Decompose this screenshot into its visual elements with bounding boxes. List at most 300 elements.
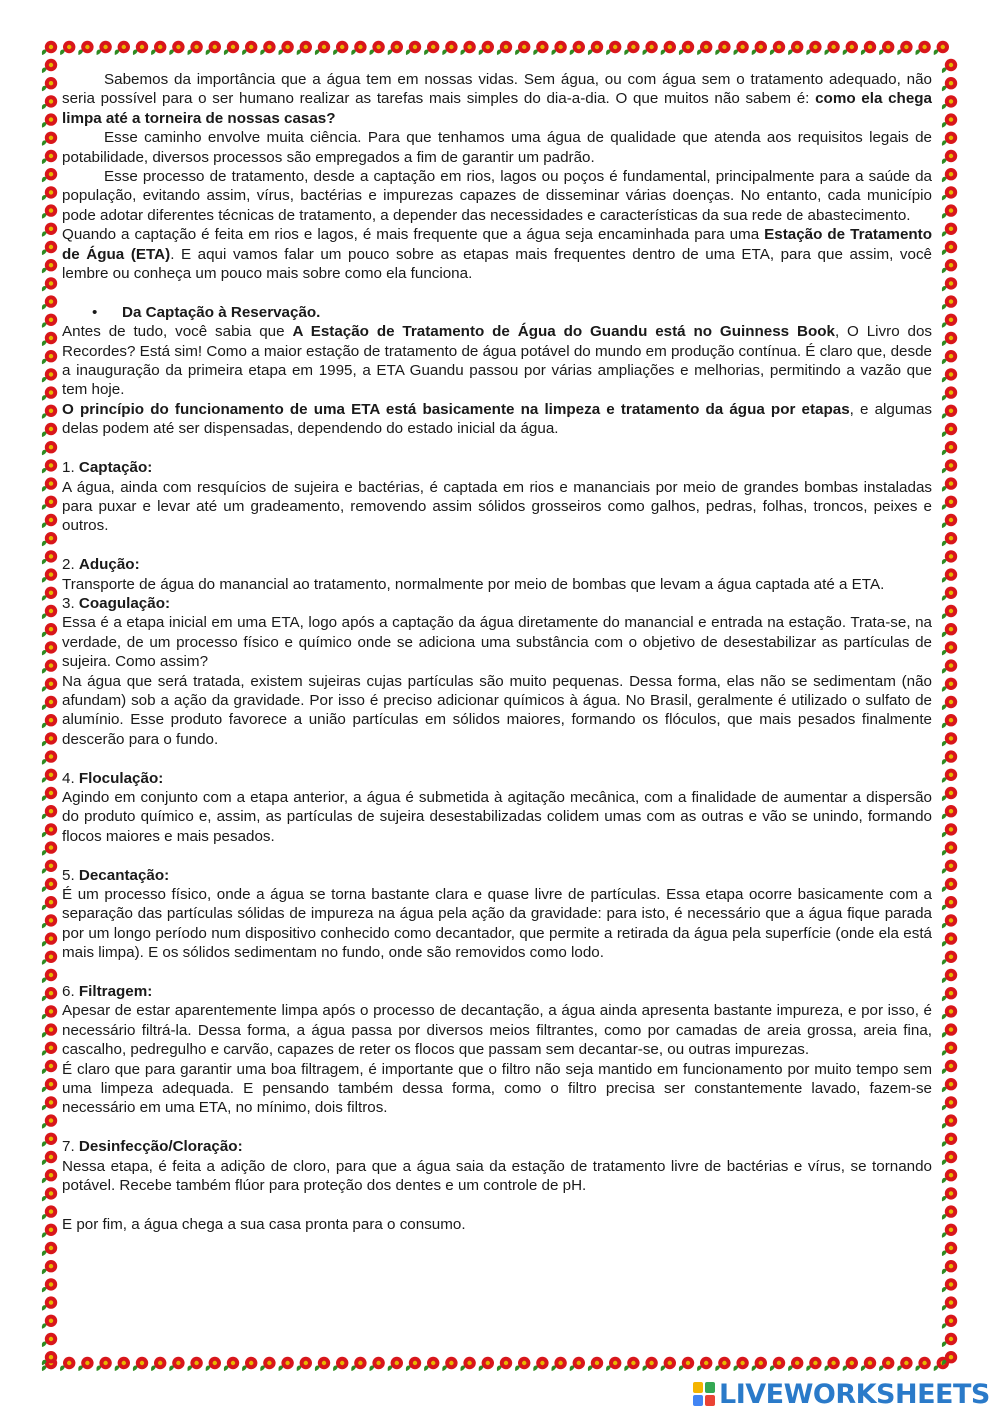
flower-ornament-icon bbox=[42, 1205, 57, 1219]
step-7 bbox=[62, 1137, 932, 1195]
flower-ornament-icon bbox=[42, 204, 57, 218]
flower-ornament-icon bbox=[942, 459, 957, 473]
flower-ornament-icon bbox=[942, 204, 957, 218]
flower-ornament-icon bbox=[942, 1315, 957, 1329]
flower-ornament-icon bbox=[570, 41, 585, 55]
flower-ornament-icon bbox=[42, 550, 57, 564]
flower-ornament-icon bbox=[42, 860, 57, 874]
flower-ornament-icon bbox=[942, 423, 957, 437]
flower-ornament-icon bbox=[679, 41, 694, 55]
flower-ornament-icon bbox=[588, 1357, 603, 1371]
flower-ornament-icon bbox=[42, 1060, 57, 1074]
flower-ornament-icon bbox=[187, 1357, 202, 1371]
flower-ornament-icon bbox=[942, 277, 957, 291]
flower-ornament-icon bbox=[942, 295, 957, 309]
flower-ornament-icon bbox=[42, 259, 57, 273]
flower-ornament-icon bbox=[42, 1296, 57, 1310]
step-number: 4. bbox=[62, 769, 79, 787]
flower-ornament-icon bbox=[942, 951, 957, 965]
flower-ornament-icon bbox=[942, 405, 957, 419]
flower-ornament-icon bbox=[551, 1357, 566, 1371]
flower-ornament-icon bbox=[42, 59, 57, 73]
flower-ornament-icon bbox=[942, 805, 957, 819]
flower-ornament-icon bbox=[942, 259, 957, 273]
flower-ornament-icon bbox=[570, 1357, 585, 1371]
step-number: 3. bbox=[62, 594, 79, 612]
intro-paragraph-4 bbox=[62, 225, 932, 283]
flower-ornament-icon bbox=[351, 1357, 366, 1371]
guandu-fact: A Estação de Tratamento de Água do Guandu está no Guinness Book bbox=[292, 323, 835, 341]
flower-ornament-icon bbox=[369, 41, 384, 55]
flower-ornament-icon bbox=[942, 914, 957, 928]
flower-ornament-icon bbox=[42, 1023, 57, 1037]
flower-ornament-icon bbox=[515, 1357, 530, 1371]
flower-ornament-icon bbox=[606, 1357, 621, 1371]
flower-ornament-icon bbox=[42, 896, 57, 910]
flower-ornament-icon bbox=[942, 678, 957, 692]
flower-ornament-icon bbox=[942, 769, 957, 783]
flower-ornament-icon bbox=[78, 41, 93, 55]
intro-p4-text-end: . E aqui vamos falar um pouco sobre as etapas mais frequentes dentro de uma ETA, para que assim, você lembre ou conheça um pouco mais sobre como ela funciona. bbox=[62, 245, 932, 283]
flower-ornament-icon bbox=[115, 1357, 130, 1371]
intro-question: como ela chega limpa até a torneira de nossas casas? bbox=[62, 90, 932, 127]
flower-ornament-icon bbox=[942, 969, 957, 983]
intro-paragraph-1 bbox=[62, 70, 932, 128]
flower-ornament-icon bbox=[42, 641, 57, 655]
flower-ornament-icon bbox=[624, 1357, 639, 1371]
flower-ornament-icon bbox=[661, 41, 676, 55]
flower-ornament-icon bbox=[942, 714, 957, 728]
flower-ornament-icon bbox=[369, 1357, 384, 1371]
flower-ornament-icon bbox=[942, 59, 957, 73]
flower-ornament-icon bbox=[460, 1357, 475, 1371]
flower-ornament-icon bbox=[942, 878, 957, 892]
intro-paragraph-3: Esse processo de tratamento, desde a captação em rios, lagos ou poços é fundamental, principalmente para a saúde da população, evitando assim, vírus, bactérias e impurezas capazes de disseminar várias doenças. No entanto, cada município pode adotar diferentes técnicas de tratamento, a depender das necessidades e características da sua rede de abastecimento. bbox=[62, 168, 932, 224]
flower-ornament-icon bbox=[942, 223, 957, 237]
flower-ornament-icon bbox=[942, 441, 957, 455]
step-paragraph: Apesar de estar aparentemente limpa após o processo de decantação, a água ainda apresenta bastante impureza, e por isso, é necessário filtrá-la. Dessa forma, a água passa por diversos meios filtrantes, como por camadas de areia grossa, areia fina, cascalho, pedregulho e carvão, capazes de reter os flocos que passam sem decantar-se, ou outras impurezas. bbox=[62, 1002, 932, 1059]
flower-ornament-icon bbox=[942, 1169, 957, 1183]
flower-ornament-icon bbox=[42, 568, 57, 582]
flower-ornament-icon bbox=[942, 514, 957, 528]
flower-ornament-icon bbox=[42, 496, 57, 510]
flower-ornament-icon bbox=[42, 186, 57, 200]
step-number: 2. bbox=[62, 556, 79, 574]
flower-ornament-icon bbox=[42, 368, 57, 382]
flower-ornament-icon bbox=[942, 168, 957, 182]
step-heading bbox=[62, 866, 932, 885]
flower-ornament-icon bbox=[315, 1357, 330, 1371]
flower-ornament-icon bbox=[388, 1357, 403, 1371]
flower-ornament-icon bbox=[624, 41, 639, 55]
flower-ornament-icon bbox=[843, 1357, 858, 1371]
flower-ornament-icon bbox=[915, 41, 930, 55]
step-title: Coagulação: bbox=[78, 594, 171, 612]
flower-ornament-icon bbox=[942, 95, 957, 109]
flower-ornament-icon bbox=[42, 714, 57, 728]
flower-ornament-icon bbox=[942, 1114, 957, 1128]
flower-ornament-icon bbox=[788, 41, 803, 55]
flower-ornament-icon bbox=[642, 41, 657, 55]
flower-ornament-icon bbox=[115, 41, 130, 55]
flower-ornament-icon bbox=[42, 823, 57, 837]
flower-ornament-icon bbox=[942, 1187, 957, 1201]
flower-ornament-icon bbox=[661, 1357, 676, 1371]
flower-ornament-icon bbox=[42, 769, 57, 783]
flower-ornament-icon bbox=[169, 41, 184, 55]
flower-ornament-icon bbox=[42, 386, 57, 400]
flower-ornament-icon bbox=[642, 1357, 657, 1371]
flower-ornament-icon bbox=[497, 41, 512, 55]
flower-ornament-icon bbox=[42, 223, 57, 237]
flower-ornament-icon bbox=[42, 332, 57, 346]
flower-ornament-icon bbox=[942, 1333, 957, 1347]
flower-ornament-icon bbox=[260, 1357, 275, 1371]
flower-ornament-icon bbox=[42, 459, 57, 473]
flower-ornament-icon bbox=[42, 951, 57, 965]
section-heading bbox=[62, 303, 932, 322]
step-title: Decantação: bbox=[78, 866, 170, 884]
flower-ornament-icon bbox=[942, 1205, 957, 1219]
flower-ornament-icon bbox=[479, 1357, 494, 1371]
flower-ornament-icon bbox=[942, 932, 957, 946]
intro-paragraph-2: Esse caminho envolve muita ciência. Para que tenhamos uma água de qualidade que atenda aos requisitos legais de potabilidade, diversos processos são empregados a fim de garantir um padrão. bbox=[62, 129, 932, 166]
flower-ornament-icon bbox=[942, 787, 957, 801]
flower-ornament-icon bbox=[42, 623, 57, 637]
flower-ornament-icon bbox=[42, 95, 57, 109]
flower-ornament-icon bbox=[588, 41, 603, 55]
flower-ornament-icon bbox=[42, 1242, 57, 1256]
flower-ornament-icon bbox=[942, 332, 957, 346]
decorative-border-top bbox=[40, 38, 960, 58]
flower-ornament-icon bbox=[942, 1133, 957, 1147]
flower-ornament-icon bbox=[42, 1224, 57, 1238]
flower-ornament-icon bbox=[733, 1357, 748, 1371]
step-title: Filtragem: bbox=[78, 983, 153, 1000]
flower-ornament-icon bbox=[206, 41, 221, 55]
flower-ornament-icon bbox=[942, 1351, 957, 1365]
flower-ornament-icon bbox=[60, 1357, 75, 1371]
flower-ornament-icon bbox=[942, 860, 957, 874]
flower-ornament-icon bbox=[96, 41, 111, 55]
flower-ornament-icon bbox=[42, 441, 57, 455]
flower-ornament-icon bbox=[42, 1005, 57, 1019]
flower-ornament-icon bbox=[806, 1357, 821, 1371]
closing-paragraph: E por fim, a água chega a sua casa pronta para o consumo. bbox=[62, 1215, 466, 1233]
flower-ornament-icon bbox=[42, 1169, 57, 1183]
flower-ornament-icon bbox=[497, 1357, 512, 1371]
flower-ornament-icon bbox=[879, 41, 894, 55]
eta-term: Estação de Tratamento de Água (ETA) bbox=[62, 226, 932, 263]
flower-ornament-icon bbox=[42, 314, 57, 328]
flower-ornament-icon bbox=[42, 1133, 57, 1147]
flower-ornament-icon bbox=[78, 1357, 93, 1371]
flower-ornament-icon bbox=[406, 1357, 421, 1371]
step-2 bbox=[62, 555, 932, 594]
flower-ornament-icon bbox=[42, 113, 57, 127]
step-heading bbox=[62, 982, 932, 1001]
flower-ornament-icon bbox=[824, 1357, 839, 1371]
flower-ornament-icon bbox=[187, 41, 202, 55]
flower-ornament-icon bbox=[224, 1357, 239, 1371]
step-number: 7. bbox=[62, 1138, 79, 1156]
flower-ornament-icon bbox=[942, 314, 957, 328]
liveworksheets-logo-icon bbox=[693, 1382, 715, 1406]
flower-ornament-icon bbox=[42, 587, 57, 601]
flower-ornament-icon bbox=[351, 41, 366, 55]
flower-ornament-icon bbox=[942, 659, 957, 673]
flower-ornament-icon bbox=[942, 241, 957, 255]
flower-ornament-icon bbox=[333, 1357, 348, 1371]
decorative-border-bottom bbox=[40, 1354, 960, 1374]
flower-ornament-icon bbox=[42, 678, 57, 692]
flower-ornament-icon bbox=[206, 1357, 221, 1371]
flower-ornament-icon bbox=[752, 1357, 767, 1371]
flower-ornament-icon bbox=[942, 1260, 957, 1274]
flower-ornament-icon bbox=[942, 696, 957, 710]
step-4 bbox=[62, 769, 932, 847]
flower-ornament-icon bbox=[42, 241, 57, 255]
brand-text: LIVEWORKSHEETS bbox=[719, 1378, 990, 1410]
flower-ornament-icon bbox=[806, 41, 821, 55]
flower-ornament-icon bbox=[297, 41, 312, 55]
flower-ornament-icon bbox=[715, 1357, 730, 1371]
flower-ornament-icon bbox=[42, 1351, 57, 1365]
flower-ornament-icon bbox=[388, 41, 403, 55]
flower-ornament-icon bbox=[42, 878, 57, 892]
flower-ornament-icon bbox=[42, 1187, 57, 1201]
flower-ornament-icon bbox=[242, 1357, 257, 1371]
step-heading bbox=[62, 555, 932, 574]
step-heading bbox=[62, 594, 932, 613]
flower-ornament-icon bbox=[42, 77, 57, 91]
flower-ornament-icon bbox=[42, 1260, 57, 1274]
flower-ornament-icon bbox=[442, 41, 457, 55]
step-5 bbox=[62, 866, 932, 963]
flower-ornament-icon bbox=[861, 1357, 876, 1371]
flower-ornament-icon bbox=[697, 1357, 712, 1371]
flower-ornament-icon bbox=[942, 150, 957, 164]
flower-ornament-icon bbox=[942, 132, 957, 146]
step-paragraph: Transporte de água do manancial ao tratamento, normalmente por meio de bombas que levam a água captada até a ETA. bbox=[62, 575, 885, 593]
flower-ornament-icon bbox=[897, 1357, 912, 1371]
flower-ornament-icon bbox=[942, 1242, 957, 1256]
flower-ornament-icon bbox=[942, 1078, 957, 1092]
section-paragraph-2 bbox=[62, 400, 932, 439]
flower-ornament-icon bbox=[861, 41, 876, 55]
step-title: Captação: bbox=[78, 459, 153, 477]
flower-ornament-icon bbox=[942, 1296, 957, 1310]
flower-ornament-icon bbox=[915, 1357, 930, 1371]
flower-ornament-icon bbox=[42, 1096, 57, 1110]
flower-ornament-icon bbox=[733, 41, 748, 55]
decorative-border-right bbox=[940, 38, 960, 1374]
intro-text: Sabemos da importância que a água tem em nossas vidas. Sem água, ou com água sem o tratamento adequado, não seria possível para o ser humano realizar as tarefas mais simples do dia-a-dia. O que muitos não sabem é: bbox=[62, 71, 932, 108]
flower-ornament-icon bbox=[42, 605, 57, 619]
flower-ornament-icon bbox=[942, 477, 957, 491]
flower-ornament-icon bbox=[942, 750, 957, 764]
flower-ornament-icon bbox=[942, 623, 957, 637]
flower-ornament-icon bbox=[42, 477, 57, 491]
step-title: Adução: bbox=[78, 556, 140, 574]
flower-ornament-icon bbox=[942, 1278, 957, 1292]
step-heading bbox=[62, 1137, 932, 1156]
flower-ornament-icon bbox=[133, 41, 148, 55]
flower-ornament-icon bbox=[942, 113, 957, 127]
flower-ornament-icon bbox=[42, 805, 57, 819]
step-paragraph: Essa é a etapa inicial em uma ETA, logo após a captação da água diretamente do manancial e entrada na estação. Trata-se, na verdade, de um processo físico e químico onde se adiciona uma substância com o objetivo de desestabilizar as partículas de sujeira. Como assim? bbox=[62, 614, 932, 671]
flower-ornament-icon bbox=[42, 1078, 57, 1092]
flower-ornament-icon bbox=[42, 277, 57, 291]
step-paragraph: É claro que para garantir uma boa filtragem, é importante que o filtro não seja mantido em funcionamento por muito tempo sem uma limpeza adequada. E pensando também dessa forma, como o filtro precisa ser constantemente lavado, fazem-se necessário em uma ETA, no mínimo, dois filtros. bbox=[62, 1060, 932, 1117]
flower-ornament-icon bbox=[60, 41, 75, 55]
flower-ornament-icon bbox=[260, 41, 275, 55]
flower-ornament-icon bbox=[297, 1357, 312, 1371]
step-6 bbox=[62, 982, 932, 1118]
flower-ornament-icon bbox=[42, 150, 57, 164]
flower-ornament-icon bbox=[42, 969, 57, 983]
flower-ornament-icon bbox=[42, 350, 57, 364]
step-title: Desinfecção/Cloração: bbox=[78, 1138, 243, 1156]
flower-ornament-icon bbox=[42, 659, 57, 673]
step-heading bbox=[62, 769, 932, 788]
section-paragraph-1 bbox=[62, 322, 932, 400]
flower-ornament-icon bbox=[424, 1357, 439, 1371]
flower-ornament-icon bbox=[942, 368, 957, 382]
flower-ornament-icon bbox=[942, 496, 957, 510]
step-paragraph: Nessa etapa, é feita a adição de cloro, para que a água saia da estação de tratamento livre de bactérias e vírus, se tornando potável. Recebe também flúor para proteção dos dentes e um controle de pH. bbox=[62, 1157, 932, 1195]
flower-ornament-icon bbox=[42, 295, 57, 309]
flower-ornament-icon bbox=[942, 641, 957, 655]
flower-ornament-icon bbox=[42, 787, 57, 801]
flower-ornament-icon bbox=[942, 841, 957, 855]
flower-ornament-icon bbox=[942, 1005, 957, 1019]
flower-ornament-icon bbox=[42, 1151, 57, 1165]
step-paragraph: É um processo físico, onde a água se torna bastante clara e quase livre de partículas. Essa etapa ocorre basicamente com a separação das partículas sólidas de impureza na água pela ação da gravidade: para isto, é necessário que a água fique parada por um longo período num dispositivo conhecido como decantador, que permite a retirada da água pela superfície (onde ela está mais limpa). E os sólidos sedimentam no fundo, onde são removidos como lodo. bbox=[62, 885, 932, 962]
section-p1-text: Antes de tudo, você sabia que bbox=[62, 323, 293, 341]
flower-ornament-icon bbox=[606, 41, 621, 55]
step-number: 1. bbox=[62, 459, 79, 477]
flower-ornament-icon bbox=[42, 696, 57, 710]
flower-ornament-icon bbox=[315, 41, 330, 55]
flower-ornament-icon bbox=[42, 532, 57, 546]
flower-ornament-icon bbox=[515, 41, 530, 55]
flower-ornament-icon bbox=[133, 1357, 148, 1371]
flower-ornament-icon bbox=[42, 423, 57, 437]
flower-ornament-icon bbox=[942, 186, 957, 200]
decorative-border-left bbox=[40, 38, 60, 1374]
step-number: 6. bbox=[62, 983, 79, 1000]
flower-ornament-icon bbox=[42, 1042, 57, 1056]
eta-principle: O princípio do funcionamento de uma ETA está basicamente na limpeza e tratamento da água por etapas bbox=[62, 400, 850, 418]
flower-ornament-icon bbox=[406, 41, 421, 55]
flower-ornament-icon bbox=[942, 350, 957, 364]
flower-ornament-icon bbox=[424, 41, 439, 55]
flower-ornament-icon bbox=[42, 932, 57, 946]
flower-ornament-icon bbox=[242, 41, 257, 55]
flower-ornament-icon bbox=[942, 568, 957, 582]
step-paragraph: Agindo em conjunto com a etapa anterior, a água é submetida à agitação mecânica, com a finalidade de aumentar a dispersão do produto químico e, assim, as partículas de sujeira desestabilizadas colidem umas com as outras e vão se unindo, formando flocos maiores e mais pesados. bbox=[62, 788, 932, 845]
flower-ornament-icon bbox=[942, 587, 957, 601]
flower-ornament-icon bbox=[42, 405, 57, 419]
flower-ornament-icon bbox=[770, 41, 785, 55]
flower-ornament-icon bbox=[151, 41, 166, 55]
step-paragraph: A água, ainda com resquícios de sujeira e bactérias, é captada em rios e mananciais por meio de grandes bombas instaladas para puxar e levar até um gradeamento, removendo assim sólidos grosseiros como galhos, pedras, folhas, troncos, peixes e outros. bbox=[62, 478, 932, 535]
flower-ornament-icon bbox=[278, 41, 293, 55]
flower-ornament-icon bbox=[442, 1357, 457, 1371]
flower-ornament-icon bbox=[42, 1114, 57, 1128]
step-heading bbox=[62, 458, 932, 477]
flower-ornament-icon bbox=[879, 1357, 894, 1371]
flower-ornament-icon bbox=[715, 41, 730, 55]
flower-ornament-icon bbox=[460, 41, 475, 55]
flower-ornament-icon bbox=[42, 750, 57, 764]
flower-ornament-icon bbox=[42, 1333, 57, 1347]
flower-ornament-icon bbox=[679, 1357, 694, 1371]
step-1 bbox=[62, 458, 932, 536]
flower-ornament-icon bbox=[942, 1096, 957, 1110]
flower-ornament-icon bbox=[942, 823, 957, 837]
flower-ornament-icon bbox=[169, 1357, 184, 1371]
flower-ornament-icon bbox=[42, 732, 57, 746]
flower-ornament-icon bbox=[551, 41, 566, 55]
flower-ornament-icon bbox=[752, 41, 767, 55]
flower-ornament-icon bbox=[942, 732, 957, 746]
flower-ornament-icon bbox=[942, 1060, 957, 1074]
flower-ornament-icon bbox=[942, 550, 957, 564]
flower-ornament-icon bbox=[942, 1042, 957, 1056]
flower-ornament-icon bbox=[42, 132, 57, 146]
flower-ornament-icon bbox=[942, 1023, 957, 1037]
flower-ornament-icon bbox=[42, 514, 57, 528]
flower-ornament-icon bbox=[788, 1357, 803, 1371]
flower-ornament-icon bbox=[533, 41, 548, 55]
flower-ornament-icon bbox=[151, 1357, 166, 1371]
flower-ornament-icon bbox=[942, 605, 957, 619]
flower-ornament-icon bbox=[42, 914, 57, 928]
flower-ornament-icon bbox=[942, 1224, 957, 1238]
step-number: 5. bbox=[62, 866, 79, 884]
flower-ornament-icon bbox=[42, 168, 57, 182]
flower-ornament-icon bbox=[942, 1151, 957, 1165]
flower-ornament-icon bbox=[942, 386, 957, 400]
liveworksheets-brand[interactable] bbox=[693, 1380, 990, 1408]
flower-ornament-icon bbox=[42, 1278, 57, 1292]
flower-ornament-icon bbox=[479, 41, 494, 55]
flower-ornament-icon bbox=[333, 41, 348, 55]
section-p2-text-end: , e algumas delas podem até ser dispensadas, dependendo do estado inicial da água. bbox=[62, 400, 932, 438]
bullet-icon: • bbox=[92, 303, 98, 321]
section-heading-text: Da Captação à Reservação. bbox=[122, 303, 321, 321]
intro-p4-text: Quando a captação é feita em rios e lagos, é mais frequente que a água seja encaminhada para uma bbox=[62, 226, 765, 244]
flower-ornament-icon bbox=[224, 41, 239, 55]
flower-ornament-icon bbox=[697, 41, 712, 55]
flower-ornament-icon bbox=[942, 896, 957, 910]
flower-ornament-icon bbox=[42, 1315, 57, 1329]
flower-ornament-icon bbox=[42, 987, 57, 1001]
step-3 bbox=[62, 594, 932, 749]
flower-ornament-icon bbox=[942, 532, 957, 546]
flower-ornament-icon bbox=[96, 1357, 111, 1371]
flower-ornament-icon bbox=[843, 41, 858, 55]
step-paragraph: Na água que será tratada, existem sujeiras cujas partículas são muito pequenas. Dessa forma, elas não se sedimentam (não afundam) sob a ação da gravidade. Por isso é preciso adicionar químicos à água. No Brasil, geralmente é utilizado o sulfato de alumínio. Esse produto favorece a união partículas em sólidos maiores, formando os flóculos, que mais pesados finalmente descerão para o fundo. bbox=[62, 672, 932, 748]
flower-ornament-icon bbox=[770, 1357, 785, 1371]
worksheet-body bbox=[62, 70, 932, 1234]
flower-ornament-icon bbox=[942, 987, 957, 1001]
flower-ornament-icon bbox=[897, 41, 912, 55]
flower-ornament-icon bbox=[278, 1357, 293, 1371]
step-title: Floculação: bbox=[78, 769, 164, 787]
